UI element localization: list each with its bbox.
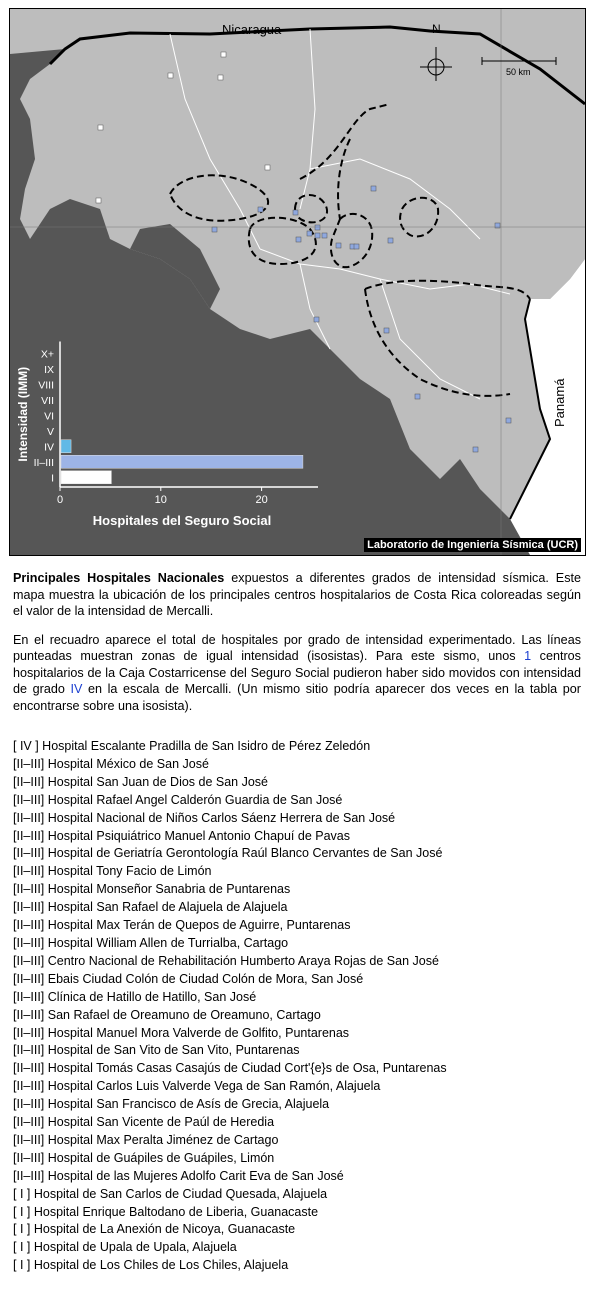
hospital-list-item: [ I ] Hospital de San Carlos de Ciudad Quesada, Alajuela: [13, 1186, 328, 1201]
hospital-list-item: [ IV ] Hospital Escalante Pradilla de San Isidro de Pérez Zeledón: [13, 739, 371, 753]
caption-p2-c: en la escala de Mercalli. (Un mismo sitio podría aparecer dos veces en la tabla por encontrarse sobre una isosista).: [13, 682, 582, 713]
caption-p1-text: expuestos a diferentes grados de intensidad sísmica. Este mapa muestra la ubicación de los principales centros hospitalarios de Costa Rica coloreadas según el valor de la intensidad de Mercalli.: [13, 571, 581, 618]
hospital-marker-i: [218, 75, 223, 80]
hospital-marker-i: [221, 52, 226, 57]
scale-label: 50 km: [506, 67, 531, 77]
hospital-marker-ii-iii: [212, 227, 217, 232]
chart-x-tick-label: 0: [56, 494, 64, 506]
caption-grade: IV: [70, 682, 83, 696]
nicaragua-label: Nicaragua: [222, 22, 282, 37]
chart-category-label: IX: [44, 363, 54, 376]
hospital-marker-ii-iii: [307, 231, 312, 236]
hospital-list-item: [II–III] Hospital San Rafael de Alajuela de Alajuela: [13, 900, 288, 915]
hospital-marker-ii-iii: [293, 210, 298, 215]
north-label: N: [432, 22, 441, 36]
hospital-list-item: [II–III] Hospital San Juan de Dios de San José: [13, 774, 269, 789]
hospital-marker-ii-iii: [315, 233, 320, 238]
caption-p2-a: En el recuadro aparece el total de hospitales por grado de intensidad experimentado. Las líneas punteadas muestran zonas de igual intensidad (isosistas). Para este sismo, unos: [13, 632, 581, 663]
hospital-list-item: [II–III] Centro Nacional de Rehabilitación Humberto Araya Rojas de San José: [13, 953, 439, 968]
hospital-marker-ii-iii: [388, 238, 393, 243]
hospital-marker-ii-iii: [322, 233, 327, 238]
caption-paragraph-2: [13, 632, 581, 715]
hospital-marker-ii-iii: [314, 317, 319, 322]
hospital-list-item: [II–III] San Rafael de Oreamuno de Oreamuno, Cartago: [13, 1007, 321, 1022]
hospital-list-item: [II–III] Hospital México de San José: [13, 756, 209, 771]
chart-bar: [61, 440, 71, 453]
hospital-list-item: [II–III] Hospital Carlos Luis Valverde Vega de San Ramón, Alajuela: [13, 1079, 381, 1094]
hospital-list-item: [II–III] Hospital de San Vito de San Vito, Puntarenas: [13, 1043, 300, 1058]
hospital-list-item: [ I ] Hospital de Los Chiles de Los Chiles, Alajuela: [13, 1258, 289, 1273]
chart-category-label: IV: [44, 441, 54, 454]
hospital-marker-i: [98, 125, 103, 130]
chart-x-tick-label: 20: [255, 494, 268, 506]
hospital-list-item: [II–III] Hospital Rafael Angel Calderón Guardia de San José: [13, 792, 343, 807]
credit-label: Laboratorio de Ingeniería Sísmica (UCR): [364, 538, 581, 552]
hospital-list-item: [II–III] Hospital Tomás Casas Casajús de Ciudad Cort'{e}s de Osa, Puntarenas: [13, 1061, 447, 1076]
hospital-marker-ii-iii: [371, 186, 376, 191]
caption-hospital-count: 1: [524, 649, 532, 663]
caption: [13, 570, 581, 726]
chart-x-tick-label: 10: [154, 494, 167, 506]
hospital-list-item: [II–III] Hospital Nacional de Niños Carlos Sáenz Herrera de San José: [13, 810, 396, 825]
caption-paragraph-1: [13, 570, 581, 620]
chart-bar: [61, 455, 303, 468]
hospital-marker-i: [96, 198, 101, 203]
chart-bar: [61, 471, 111, 484]
hospital-marker-ii-iii: [506, 418, 511, 423]
hospital-marker-ii-iii: [415, 394, 420, 399]
chart-category-label: VII: [41, 394, 54, 407]
hospital-list-item: [II–III] Hospital Tony Facio de Limón: [13, 864, 212, 879]
hospital-list-item: [ I ] Hospital Enrique Baltodano de Liberia, Guanacaste: [13, 1204, 319, 1219]
caption-p2-b: centros hospitalarios de la Caja Costarricense del Seguro Social pudieron haber sido movidos con intensidad de grado: [13, 649, 581, 696]
hospital-list-item: [II–III] Hospital Monseñor Sanabria de Puntarenas: [13, 882, 291, 897]
chart-category-label: II–III: [33, 456, 54, 469]
hospital-list-item: [II–III] Clínica de Hatillo de Hatillo, San José: [13, 989, 257, 1004]
chart-category-label: VI: [44, 410, 54, 423]
chart-category-label: VIII: [38, 379, 54, 392]
hospital-list-item: [II–III] Hospital Psiquiátrico Manuel Antonio Chapuí de Pavas: [13, 828, 350, 843]
hospital-list-item: [II–III] Hospital William Allen de Turrialba, Cartago: [13, 935, 289, 950]
hospital-list-item: [II–III] Hospital Max Terán de Quepos de Aguirre, Puntarenas: [13, 918, 351, 933]
hospital-marker-ii-iii: [336, 243, 341, 248]
hospital-list-item: [II–III] Hospital de Guápiles de Guápiles, Limón: [13, 1150, 275, 1165]
chart-category-label: I: [51, 472, 54, 485]
hospital-list-item: [ I ] Hospital de La Anexión de Nicoya, Guanacaste: [13, 1222, 296, 1237]
caption-title: Principales Hospitales Nacionales: [13, 571, 225, 585]
hospital-marker-iv: [384, 328, 389, 333]
hospital-list-item: [II–III] Hospital San Francisco de Asís de Grecia, Alajuela: [13, 1097, 330, 1112]
hospital-marker-ii-iii: [296, 237, 301, 242]
hospital-marker-i: [168, 73, 173, 78]
hospital-list-item: [II–III] Hospital Max Peralta Jiménez de Cartago: [13, 1132, 279, 1147]
hospital-list-item: [II–III] Hospital de las Mujeres Adolfo Carit Eva de San José: [13, 1168, 344, 1183]
panama-label: Panamá: [552, 378, 567, 427]
chart-x-axis-title: Hospitales del Seguro Social: [92, 513, 272, 528]
hospital-list-item: [II–III] Hospital Manuel Mora Valverde de Golfito, Puntarenas: [13, 1025, 350, 1040]
hospital-marker-ii-iii: [354, 244, 359, 249]
hospital-marker-i: [265, 165, 270, 170]
chart-category-label: X+: [40, 348, 54, 361]
hospital-list-item: [II–III] Hospital de Geriatría Gerontología Raúl Blanco Cervantes de San José: [13, 846, 443, 861]
chart-category-label: V: [46, 425, 54, 438]
hospital-list: [13, 738, 583, 1275]
hospital-marker-ii-iii: [473, 447, 478, 452]
hospital-list-item: [II–III] Ebais Ciudad Colón de Ciudad Colón de Mora, San José: [13, 971, 364, 986]
hospital-list-item: [ I ] Hospital de Upala de Upala, Alajuela: [13, 1240, 237, 1255]
intensity-map: [9, 8, 586, 556]
hospital-marker-ii-iii: [258, 207, 263, 212]
hospital-list-item: [II–III] Hospital San Vicente de Paúl de Heredia: [13, 1115, 275, 1130]
chart-y-axis-title: Intensidad (IMM): [16, 366, 30, 462]
hospital-marker-ii-iii: [315, 225, 320, 230]
map-canvas: [10, 9, 585, 555]
